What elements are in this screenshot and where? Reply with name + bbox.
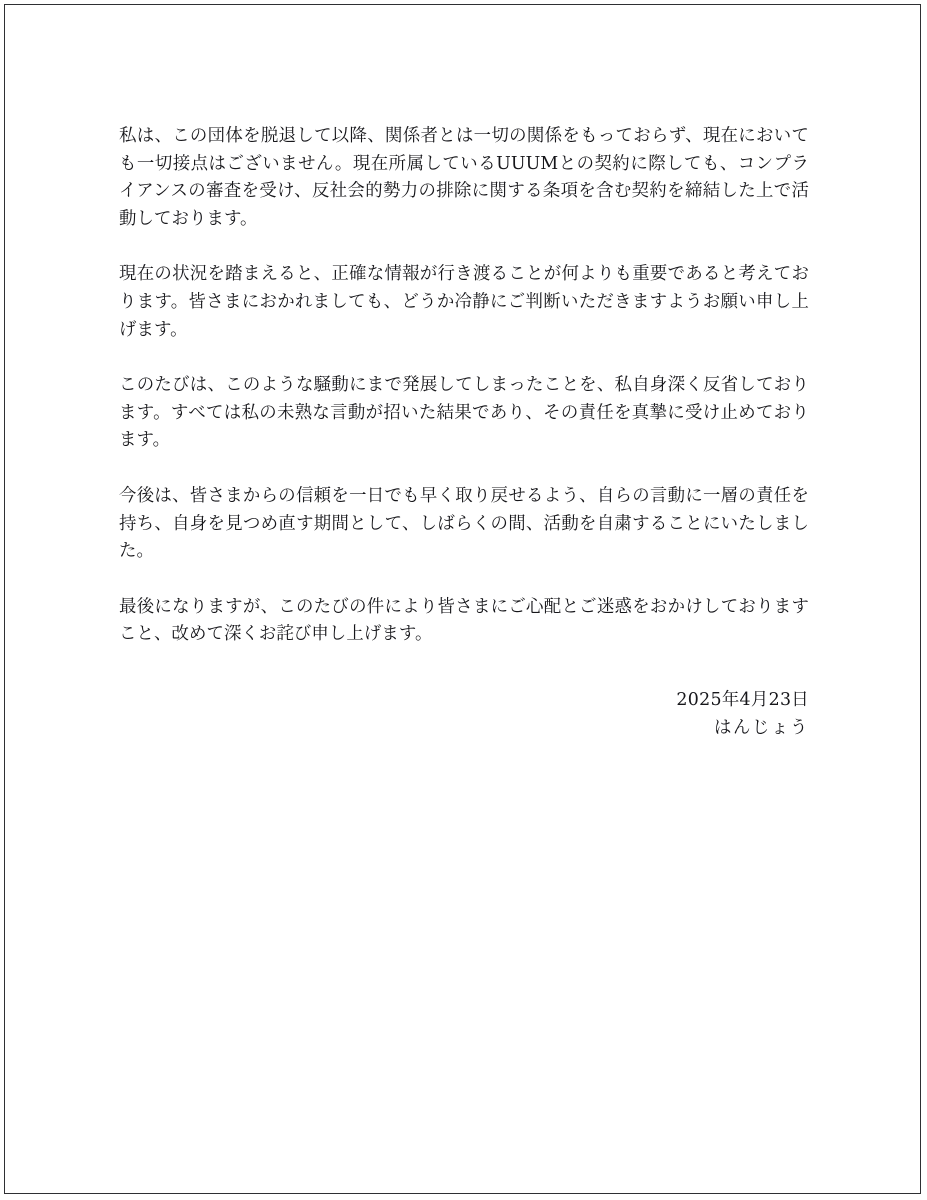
statement-paragraph-4: 今後は、皆さまからの信頼を一日でも早く取り戻せるよう、自らの言動に一層の責任を持ち、自身を見つめ直す期間として、しばらくの間、活動を自粛することにいたしました。 [119, 485, 809, 562]
statement-paragraph-1: 私は、この団体を脱退して以降、関係者とは一切の関係をもっておらず、現在においても一切接点はございません。現在所属しているUUUMとの契約に際しても、コンプライアンスの審査を受け、反社会的勢力の排除に関する条項を含む契約を締結した上で活動しております。 [119, 126, 809, 229]
statement-paragraph-5: 最後になりますが、このたびの件により皆さまにご心配とご迷惑をおかけしておりますこと、改めて深くお詫び申し上げます。 [119, 596, 809, 645]
document-page [4, 4, 921, 1194]
signature-block [119, 687, 809, 742]
statement-paragraph-2: 現在の状況を踏まえると、正確な情報が行き渡ることが何よりも重要であると考えております。皆さまにおかれましても、どうか冷静にご判断いただきますようお願い申し上げます。 [119, 264, 809, 340]
signer-name: はんじょう [714, 717, 809, 738]
statement-paragraph-3: このたびは、このような騒動にまで発展してしまったことを、私自身深く反省しております。すべては私の未熟な言動が招いた結果であり、その責任を真摯に受け止めております。 [119, 375, 809, 451]
signature-date: 2025年4月23日 [676, 689, 809, 710]
document-text-body [119, 123, 809, 742]
